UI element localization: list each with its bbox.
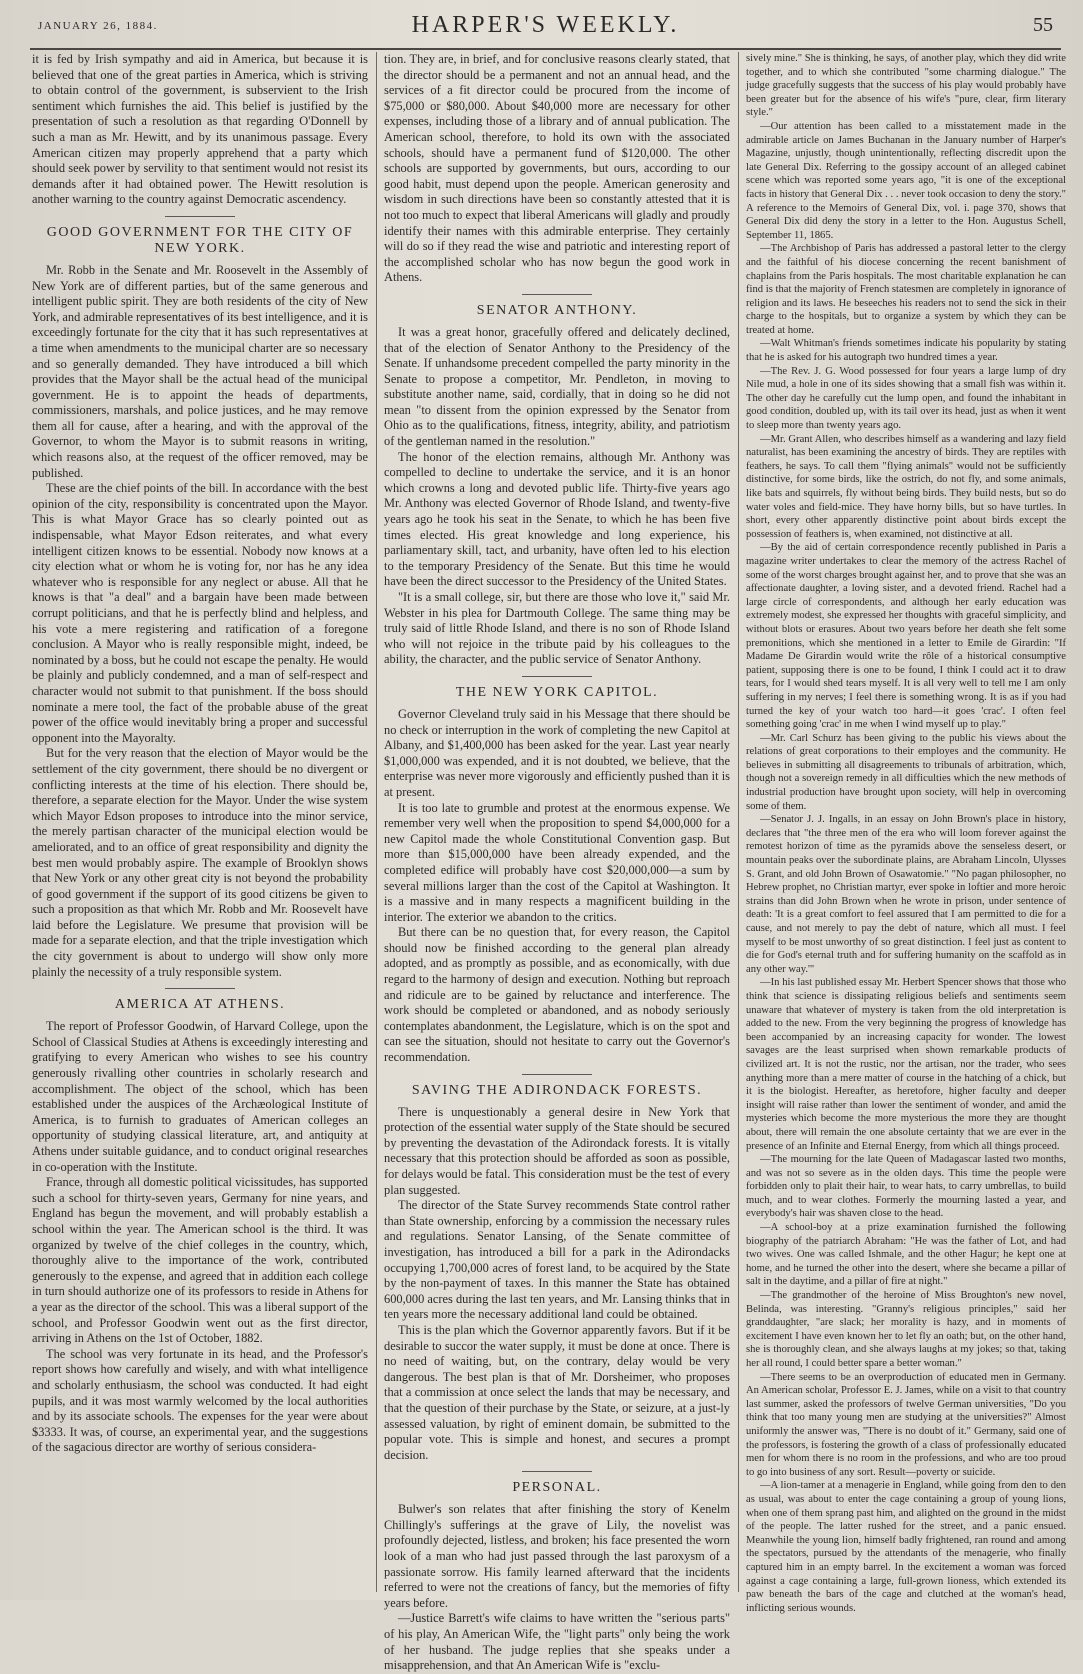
paragraph: "It is a small college, sir, but there are those who love it," said Mr. Webster in his plea for Dartmouth College. The same thing may be truly said of little Rhode Island, and there is no son of Rhode Island who will not rejoice in the tribute paid by his colleagues to the ability, the character, and the public service of Senator Anthony.: [384, 590, 730, 667]
paragraph: The report of Professor Goodwin, of Harvard College, upon the School of Classical Studies at Athens is exceedingly interesting and gratifying to every American who wishes to see his country generously rivalling other countries in scholarly research and accomplishment. The object of the school, which has been established under the auspices of the Archæological Institute of America, is to furnish to graduates of American colleges an opportunity of studying classical literature, art, and antiquity at Athens under suitable guidance, and to conduct original researches in co-operation with the Institute.: [32, 1019, 368, 1174]
paragraph: it is fed by Irish sympathy and aid in America, but because it is believed that one of the great parties in America, which is striving to obtain control of the government, is subservient to the Irish sentiment which furnishes the aid. This belief is justified by the presentation of such a resolution as that regarding O'Donnell by such a man as Mr. Hewitt, and by its unanimous passage. Every American citizen may properly apprehend that a party which should seek power by servility to that sentiment would not resist its demands after it had obtained power. The Hewitt resolution is another warning to the country against Democratic ascendency.: [32, 52, 368, 207]
paragraph: —Walt Whitman's friends sometimes indicate his popularity by stating that he is asked for his autograph two hundred times a year.: [746, 338, 1066, 364]
paragraph: The director of the State Survey recommends State control rather than State ownership, enforcing by a commission the necessary rules and regulations. Senator Lansing, of the Senate committee of investigation, has introduced a bill for a park in the Adirondacks occupying 1,700,000 acres of forest land, to be acquired by the State by the non-payment of taxes. In this manner the State has obtained 600,000 acres during the last ten years, and Mr. Lansing thinks that in ten years more the necessary additional land could be obtained.: [384, 1198, 730, 1322]
paragraph: It is too late to grumble and protest at the enormous expense. We remember very well when the proposition to spend $4,000,000 for a new Capitol made the whole Constitutional Convention gasp. But more than $15,000,000 have been already expended, and the completed edifice will probably have cost $20,000,000—a sum by several millions larger than the cost of the Capitol at Washington. It is a massive and in many respects a magnificent building in the interior. The exterior we abandon to the critics.: [384, 800, 730, 924]
paragraph: The school was very fortunate in its head, and the Professor's report shows how carefully and wisely, and with what intelligence and scholarly enthusiasm, the school was conducted. It had eight pupils, and it was most warmly welcomed by the local authorities and by its associate schools. The expenses for the year were about $3333. It was, of course, an experimental year, and the suggestions of the sagacious director are worthy of serious considera-: [32, 1346, 368, 1455]
paragraph: This is the plan which the Governor apparently favors. But if it be desirable to succor the water supply, it must be done at once. There is no need of waiting, but, on the contrary, delay would be very dangerous. The best plan is that of Mr. Dorsheimer, who proposes that a commission at once select the lands that may be necessary, and that the question of their purchase by the State, or seizure, at a just-ly assessed valuation, by right of eminent domain, be submitted to the popular vote. This is simple and honest, and secures a prompt decision.: [384, 1322, 730, 1462]
section-divider: [522, 1471, 592, 1472]
column-2: [384, 52, 730, 1673]
paragraph: —A lion-tamer at a menagerie in England, while going from den to den as usual, was about to enter the cage containing a group of young lions, when one of them sprang past him, and alighted on the ground in the midst of the people. The latter rushed for the street, and a panic ensued. Meanwhile the young lion, himself badly frightened, ran round and among the spectators, pursued by the attendants of the menagerie, who finally captured him in an empty barrel. In the excitement a woman was forced against a cage containing a large, full-grown lioness, which extended its paw beneath the bars of the cage and clutched at the woman's head, inflicting serious wounds.: [746, 1480, 1066, 1614]
paragraph: —Our attention has been called to a misstatement made in the admirable article on James Buchanan in the January number of Harper's Magazine, unjustly, though unintentionally, reflecting discredit upon the late General Dix. Referring to the gossipy account of an alleged cabinet scene which was reported some years ago, "it is one of the exceptional facts in history that General Dix . . . never took occasion to deny the story." A reference to the Memoirs of General Dix, vol. i. page 370, shows that General Dix did deny the story in a letter to the Hon. Augustus Schell, September 11, 1865.: [746, 120, 1066, 241]
paragraph: tion. They are, in brief, and for conclusive reasons clearly stated, that the director should be a permanent and not an annual head, and the services of a fit director could be procured from the income of $75,000 or $80,000. About $40,000 more are necessary for other expenses, including those of a library and of annual publication. The American school, therefore, to hold its own with the associated schools, should have a permanent fund of $120,000. The other schools are supported by governments, but ours, according to our good habit, must depend upon the people. American generosity and wisdom in such directions have been so constantly attested that it is not too much to expect that liberal Americans will gladly and proudly identify their names with this admirable enterprise. They certainly will do so if they read the wise and patriotic and interesting report of the accomplished scholar who has now begun the good work in Athens.: [384, 52, 730, 285]
paragraph: Mr. Robb in the Senate and Mr. Roosevelt in the Assembly of New York are of different parties, but of the same generous and intelligent public spirit. They are both residents of the city of New York, and admirable representatives of its best intelligence, and it is exceedingly fortunate for the city that it has such representatives at a time when amendments to the municipal charter are so necessary and so generally demanded. They have introduced a bill which provides that the Mayor shall be the actual head of the municipal government. He is to appoint the heads of departments, commissioners, marshals, and police justices, and he may remove them all for cause, after a hearing, and with the approval of the Governor, to whom the Mayor is to submit reasons in writing, which reasons also, at the request of the officer removed, may be published.: [32, 262, 368, 480]
paragraph: —A school-boy at a prize examination furnished the following biography of the patriarch Abraham: "He was the father of Lot, and had two wives. One was called Ishmale, and the other Hagur; he kept one at home, and he turned the other into the desert, where she became a pillar of salt in the daytime, and a pillar of fire at night.": [746, 1222, 1066, 1288]
paragraph: —Senator J. J. Ingalls, in an essay on John Brown's place in history, declares that "the three men of the era who will loom forever against the remotest horizon of time as the pyramids above the senseless desert, or mountain peaks over the subordinate plains, are Abraham Lincoln, Ulysses S. Grant, and old John Brown of Osawatomie." "No pagan philosopher, no Hebrew prophet, no Christian martyr, ever spoke in loftier and more heroic strains than did John Brown when he wrote in prison, under sentence of death: 'It is a great comfort to feel assured that I am permitted to die for a cause, and not merely to pay the debt of nature, which all must. I feel myself to be most unworthy of so great distinction. I feel just as content to die for God's eternal truth and for suffering humanity on the scaffold as in any other way.'": [746, 814, 1066, 975]
paragraph: —The Rev. J. G. Wood possessed for four years a large lump of dry Nile mud, a hole in one of its sides showing that a small fish was within it. The other day he carefully cut the lump open, and found the inhabitant in good condition, doubled up, with its tail over its head, just as when it went to sleep more than twenty years ago.: [746, 365, 1066, 432]
section-divider: [165, 988, 235, 989]
column-rule: [738, 52, 739, 1592]
paragraph: —In his last published essay Mr. Herbert Spencer shows that those who think that science is dissipating religious beliefs and sentiments seem unaware that whatever of mystery is taken from the old interpretation is added to the new. From the very beginning the progress of knowledge has been accompanied by an increasing capacity for wonder. The lowest savages are the least surprised when shown remarkable products of civilized art. It is not the rustic, nor the artisan, nor the trader, who sees anything more than a mere matter of course in the hatching of a chick, but it is the biologist. Hereafter, as heretofore, higher faculty and deeper insight will raise rather than lower the sentiment of wonder, and amid the mysteries which become the more mysterious the more they are thought about, there will remain the one absolute certainty that we are ever in the presence of an Infinite and Eternal Energy, from which all things proceed.: [746, 977, 1066, 1152]
paragraph: It was a great honor, gracefully offered and delicately declined, that of the election of Senator Anthony to the Presidency of the Senate. If unhandsome precedent compelled the party minority in the Senate to propose a competitor, Mr. Pendleton, in moving to substitute another name, said, cordially, that in doing so he did not mean "to dissent from the opinion expressed by the Senator from Ohio as to the qualifications, fitness, integrity, ability, and patriotism of the gentleman named in the resolution.": [384, 324, 730, 449]
article-title: PERSONAL.: [512, 1480, 602, 1496]
paragraph: —The mourning for the late Queen of Madagascar lasted two months, and was not so severe as in the olden days. This time the people were forbidden only to plait their hair, to wear hats, to carry umbrellas, to build much, and to wear clothes. Formerly the mourning lasted a year, and everybody's hair was shaven close to the head.: [746, 1154, 1066, 1220]
column-1: [32, 52, 368, 1592]
section-divider: [165, 216, 235, 217]
paragraph: —By the aid of certain correspondence recently published in Paris a magazine writer undertakes to clear the memory of the actress Rachel of some of the worst charges brought against her, and to prove that she was an affectionate daughter, a loving sister, and a devoted friend. Rachel had a large circle of correspondents, and although her early education was extremely modest, she expressed her thoughts with graceful simplicity, and without blots or erasures. About two years before her death she felt some premonitions, which she mentioned in a letter to Emile de Girardin: "If Madame De Girardin would write the rôle of a historical consumptive patient, supposing there is one to be found, I think I could act it to draw tears, for I would shed tears myself. It is all very well to tell me I am only suffering in my nerves; I feel there is something wrong. It is as if you had turned the key of your watch too hard—it goes 'crac'. I often feel something going 'crac' in me when I wind myself up to play.": [746, 542, 1066, 731]
article-title: SAVING THE ADIRONDACK FORESTS.: [411, 1082, 703, 1098]
paragraph: The honor of the election remains, although Mr. Anthony was compelled to decline to undertake the service, and it is an honor which crowns a long and devoted public life. Thirty-five years ago Mr. Anthony was elected Governor of Rhode Island, and twenty-five years ago he took his seat in the Senate, to which he has been five times elected. His great knowledge and long experience, his parliamentary skill, tact, and urbanity, have often led to his election to the temporary Presidency of the Senate. But this time he would have been the direct successor to the Presidency of the United States.: [384, 449, 730, 589]
section-divider: [522, 1074, 592, 1075]
paragraph: These are the chief points of the bill. In accordance with the best opinion of the city, responsibility is concentrated upon the Mayor. This is what Mayor Grace has so clearly pointed out as indispensable, what Mayor Edson reiterates, and what every intelligent citizen knows to be essential. Nobody now knows at a city election what or whom he is voting for, nor has he any idea whatever who is responsible for any neglect or abuse. All that he knows is that "a deal" and a bargain have been made between corrupt politicians, and that he is perfectly blind and helpless, and his vote a mere registering and ratification of a foregone conclusion. A Mayor who is really responsible might, indeed, be nominated by a boss, but he could not escape the penalty. He would be plainly and publicly condemned, and a man of self-respect and character would not submit to that punishment. If the boss should nominate a mere tool, the fact of the probable abuse of the great power of the office would inevitably bring a proper and successful opponent into the Mayoralty.: [32, 481, 368, 745]
section-divider: [522, 676, 592, 677]
page-number: 55: [1033, 14, 1053, 36]
paragraph: —The grandmother of the heroine of Miss Broughton's new novel, Belinda, was interesting. "Granny's religious principles," said her granddaughter, "are slack; her morality is hazy, and in moments of excitement I have even known her to let fly an oath; but, on the other hand, she is thoroughly clean, and she always laughs at my jokes; so that, taking her all round, I could better spare a better woman.": [746, 1290, 1066, 1369]
paragraph: —Justice Barrett's wife claims to have written the "serious parts" of his play, An American Wife, the "light parts" only being the work of her husband. The judge replies that she speaks under a misapprehension, and that An American Wife is "exclu-: [384, 1611, 730, 1673]
masthead: [30, 8, 1061, 50]
paragraph: —Mr. Grant Allen, who describes himself as a wandering and lazy field naturalist, has been examining the ancestry of birds. They are reptiles with feathers, he says. To call them "flying animals" would not be sufficiently distinctive, for some birds, like the ostrich, do not fly, and some animals, like bats and squirrels, fly without being birds. They build nests, but so do water voles and field-mice. They have horny bills, but so have turtles. In short, every other apparently distinctive point about birds except the possession of feathers is, when examined, not distinctive at all.: [746, 433, 1066, 540]
issue-date: JANUARY 26, 1884.: [38, 20, 158, 32]
section-divider: [522, 294, 592, 295]
column-3: [746, 52, 1066, 1614]
paragraph: But there can be no question that, for every reason, the Capitol should now be finished according to the general plan already adopted, and as promptly as possible, and as economically, with due regard to the harmony of design and execution. Nothing but reproach and ridicule are to be gained by reluctance and interference. The work should be completed or abandoned, and as nobody seriously contemplates abandonment, the Legislature, which is on the spot and can see the situation, should not hesitate to carry out the Governor's recommendation.: [384, 925, 730, 1065]
publication-title: HARPER'S WEEKLY.: [411, 12, 680, 38]
paragraph: Bulwer's son relates that after finishing the story of Kenelm Chillingly's sufferings at the grave of Lily, the novelist was profoundly dejected, listless, and broken; his face presented the worn look of a man who had just passed through the last paroxysm of a passionate sorrow. His family learned afterward that the incidents referred to were not the creations of fancy, but the memories of fifty years before.: [384, 1502, 730, 1610]
paragraph: —There seems to be an overproduction of educated men in Germany. An American scholar, Professor E. J. James, while on a visit to that country last summer, asked the professors of twelve German universities, "Do you think that too many young men are studying at the universities?" Almost uniformly the answer was, "There is no doubt of it." Germany, said one of the professors, is fostering the growth of a class of professionally educated men for whom there is no room in the professions, and who are too proud to go into business of any sort. Result—poverty or suicide.: [746, 1371, 1066, 1478]
article-title: SENATOR ANTHONY.: [476, 302, 638, 318]
paragraph: —Mr. Carl Schurz has been giving to the public his views about the relations of great corporations to their employes and the community. He believes in submitting all disagreements to tribunals of arbitration, which, though not a sovereign remedy in all difficulties which the new methods of industrial production have brought upon society, will help in overcoming some of them.: [746, 732, 1066, 812]
paragraph: France, through all domestic political vicissitudes, has supported such a school for thirty-seven years, Germany for nine years, and England has begun the movement, and will probably establish a school within the year. The American school is the third. It was organized by twelve of the chief colleges in the country, which, thoroughly alive to the importance of the work, contributed generously to the expense, and agreed that in addition each college in turn should authorize one of its professors to reside in Athens for a year as the director of the school. This was a liberal support of the school, and Professor Goodwin went out as the first director, arriving in Athens on the 1st of October, 1882.: [32, 1175, 368, 1346]
paragraph: There is unquestionably a general desire in New York that protection of the essential water supply of the State should be secured by preventing the devastation of the Adirondack forests. It is vitally necessary that this protection should be afforded as soon as possible, for delays would be fatal. This consideration must be the test of every plan suggested.: [384, 1104, 730, 1197]
paragraph: sively mine." She is thinking, he says, of another play, which they did write together, and to which she contributed "some charming dialogue." The judge gracefully suggests that the success of his play would probably have been greater but for the absence of his wife's "pure, clear, firm literary style.": [746, 53, 1066, 119]
article-title: GOOD GOVERNMENT FOR THE CITY OF NEW YORK.: [46, 224, 354, 256]
article-title: AMERICA AT ATHENS.: [114, 997, 286, 1013]
paragraph: Governor Cleveland truly said in his Message that there should be no check or interruption in the work of completing the new Capitol at Albany, and $1,400,000 has been asked for the year. Last year nearly $1,000,000 was expended, and it is not doubted, we believe, that the enterprise was never more vigorously and efficiently pushed than it is at present.: [384, 706, 730, 799]
paragraph: But for the very reason that the election of Mayor would be the settlement of the city government, there should be no divergent or conflicting interests at the time of his election. There should be, therefore, a separate election for the Mayor. Under the wise system which Mayor Edson proposes to introduce into the minor service, the merely partisan character of the municipal election would be ameliorated, and to an office of great responsibility and dignity the best men would probably aspire. The example of Brooklyn shows that New York or any other great city is not beyond the probability of good government if the support of its good citizens be given to such a proposition as that which Mr. Robb and Mr. Roosevelt have laid before the Legislature. We presume that provision will be made for a separate election, and that the triple investigation which the city government is about to undergo will show only more plainly the necessity of a truly responsible system.: [32, 746, 368, 979]
paragraph: —The Archbishop of Paris has addressed a pastoral letter to the clergy and the faithful of his diocese concerning the recent banishment of chaplains from the Paris hospitals. The most charitable explanation he can find is that the majority of French statesmen are completely in ignorance of religion and its laws. He beseeches his readers not to send the sick in their charge to the hospitals, but to organize a system by which they can be treated at home.: [746, 243, 1066, 336]
article-title: THE NEW YORK CAPITOL.: [455, 684, 659, 700]
column-rule: [376, 52, 377, 1592]
